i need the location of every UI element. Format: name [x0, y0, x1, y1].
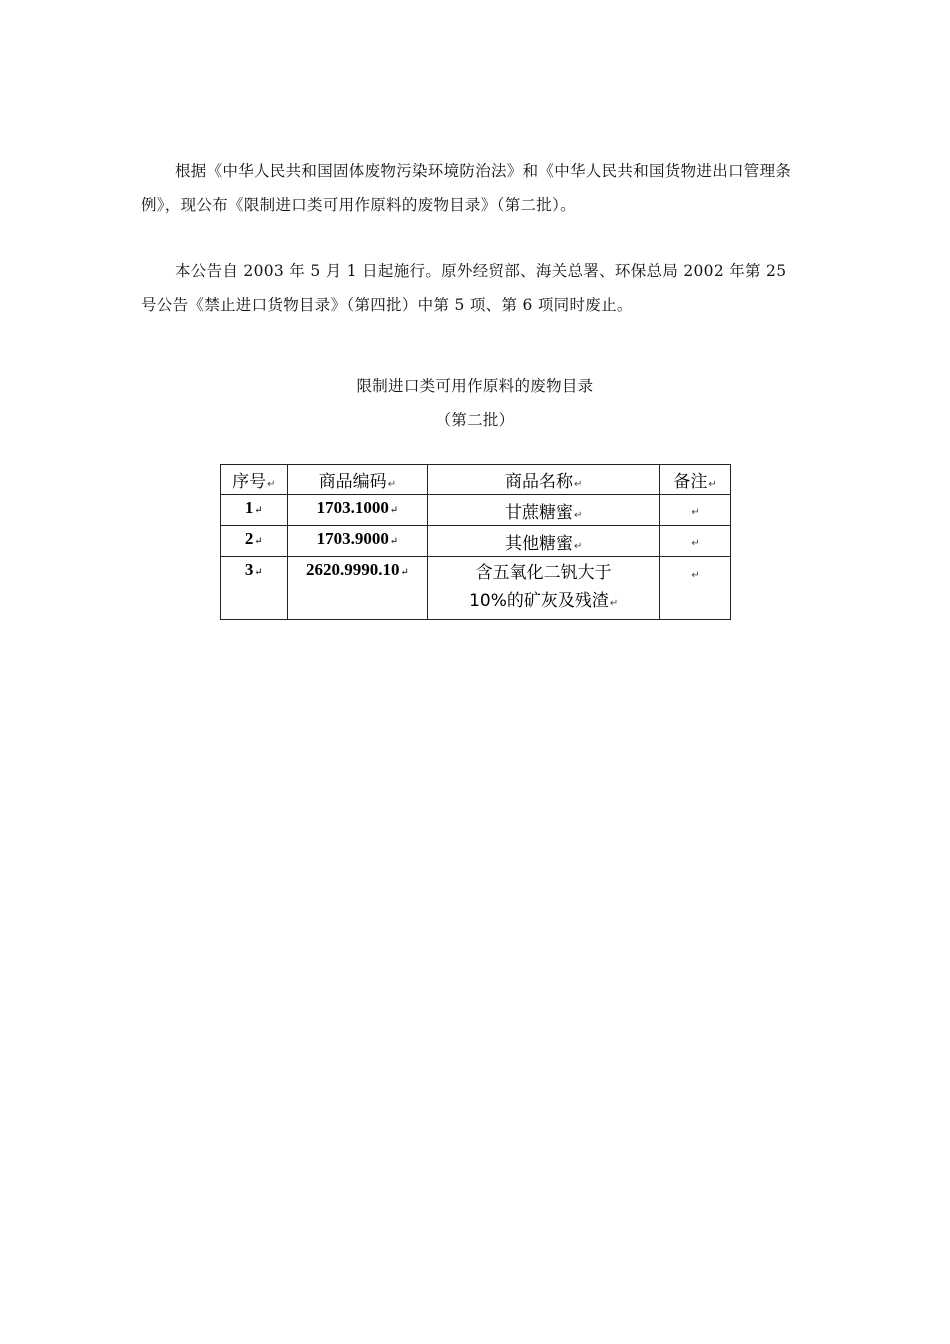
paragraph-mark-icon: ↵ [389, 536, 399, 547]
row-remark [660, 557, 731, 620]
paragraph-mark-icon: ↵ [254, 567, 263, 578]
paragraph-mark-icon: ↵ [573, 509, 583, 521]
paragraph-mark-icon: ↵ [573, 540, 583, 552]
table-row [221, 526, 731, 557]
paragraph-mark-icon: ↵ [691, 507, 700, 518]
row-remark [660, 526, 731, 557]
paragraph-mark-icon: ↵ [400, 567, 409, 578]
waste-catalog-table [220, 464, 731, 620]
row-name-line-1: 含五氧化二钒大于 [475, 562, 612, 583]
header-code: 商品编码↵ [287, 465, 428, 495]
row-code: 1703.1000↵ [287, 495, 428, 526]
table-row [221, 495, 731, 526]
header-remark: 备注↵ [660, 465, 731, 495]
row-remark [660, 495, 731, 526]
table-row [221, 557, 731, 620]
row-name-line-2: 10%的矿灰及残渣↵ [469, 590, 619, 611]
paragraph-mark-icon: ↵ [691, 570, 700, 581]
paragraph-mark-icon: ↵ [389, 505, 399, 516]
paragraph-mark-icon: ↵ [708, 479, 717, 490]
table-header-row [221, 465, 731, 495]
paragraph-mark-icon: ↵ [387, 479, 397, 490]
paragraph-mark-icon: ↵ [691, 538, 700, 549]
paragraph-mark-icon: ↵ [254, 536, 263, 547]
intro-paragraph: 根据《中华人民共和国固体废物污染环境防治法》和《中华人民共和国货物进出口管理条例》，现公布《限制进口类可用作原料的废物目录》（第二批）。 [141, 162, 792, 214]
header-no: 序号↵ [221, 465, 288, 495]
catalog-subtitle: （第二批） [435, 411, 515, 429]
row-name: 甘蔗糖蜜↵ [428, 495, 660, 526]
effective-date-paragraph: 本公告自 2003 年 5 月 1 日起施行。原外经贸部、海关总署、环保总局 2002 年第 25 号公告《禁止进口货物目录》（第四批）中第 5 项、第 6 项同时废止。 [141, 262, 787, 314]
paragraph-mark-icon: ↵ [609, 597, 619, 609]
row-no: 2↵ [221, 526, 288, 557]
paragraph-mark-icon: ↵ [267, 479, 276, 490]
row-no: 3↵ [221, 557, 288, 620]
paragraph-mark-icon: ↵ [254, 505, 263, 516]
row-name [428, 557, 660, 620]
header-name: 商品名称↵ [428, 465, 660, 495]
catalog-title: 限制进口类可用作原料的废物目录 [356, 377, 594, 395]
row-code: 1703.9000↵ [287, 526, 428, 557]
row-no: 1↵ [221, 495, 288, 526]
paragraph-mark-icon: ↵ [573, 479, 583, 490]
row-code: 2620.9990.10↵ [287, 557, 428, 620]
row-name: 其他糖蜜↵ [428, 526, 660, 557]
